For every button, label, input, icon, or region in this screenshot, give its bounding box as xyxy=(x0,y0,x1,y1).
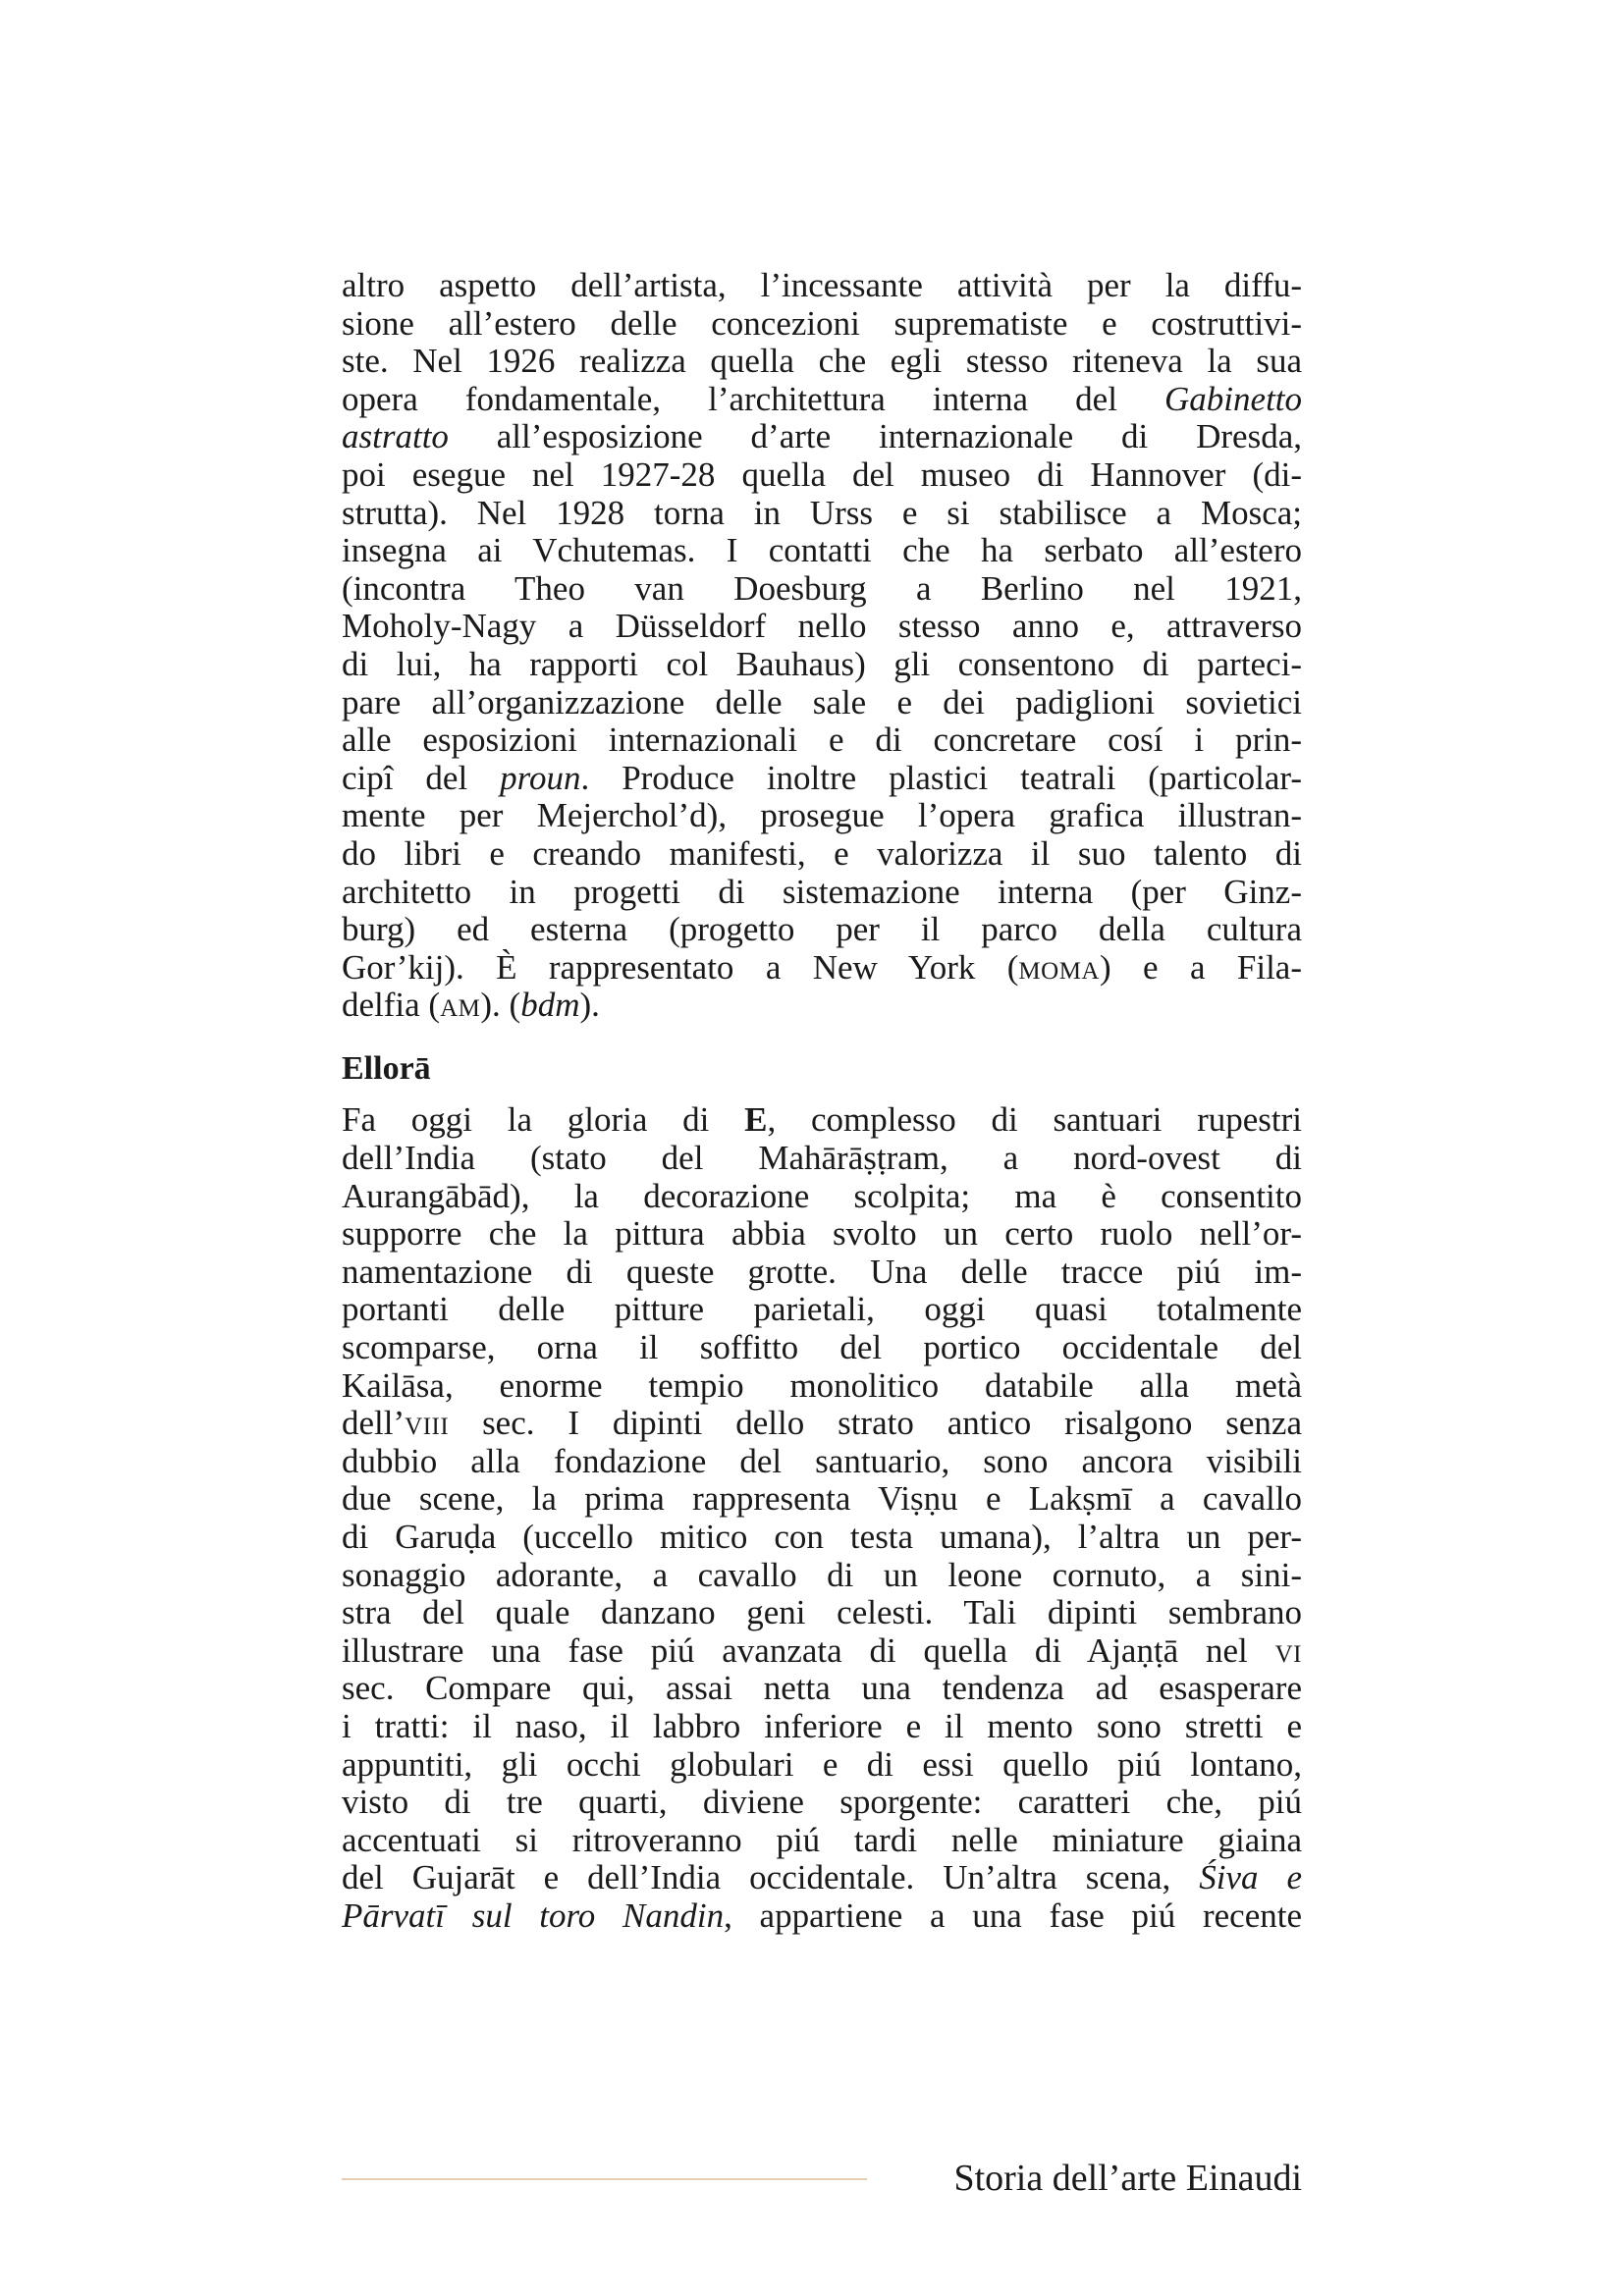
text-line: sione all’estero delle concezioni suprematiste e costruttivi- xyxy=(342,303,1302,343)
text-line: stra del quale danzano geni celesti. Tali dipinti sembrano xyxy=(342,1593,1302,1632)
century-numeral: vi xyxy=(1274,1630,1302,1670)
entry-abbrev: E xyxy=(744,1100,768,1140)
text-line: pare all’organizzazione delle sale e dei padiglioni sovietici xyxy=(342,682,1302,721)
text-line: delfia (am). (bdm). xyxy=(342,986,600,1025)
text-line: insegna ai Vchutemas. I contatti che ha serbato all’estero xyxy=(342,531,1302,570)
text-line: i tratti: il naso, il labbro inferiore e il mento sono stretti e xyxy=(342,1706,1302,1745)
text-line: appuntiti, gli occhi globulari e di essi quello piú lontano, xyxy=(342,1744,1302,1784)
text-line: scomparse, orna il soffitto del portico occidentale del xyxy=(342,1328,1302,1367)
text-line: Gor’kij). È rappresentato a New York (moma) e a Fila- xyxy=(342,947,1302,987)
text-line: do libri e creando manifesti, e valorizza il suo talento di xyxy=(342,833,1302,873)
italic-title: astratto xyxy=(342,417,449,456)
text-line: Pārvatī sul toro Nandin, appartiene a una fase piú recente xyxy=(342,1896,1302,1935)
text-line: di Garuḍa (uccello mitico con testa umana), l’altra un per- xyxy=(342,1518,1302,1556)
entry-heading: Ellorā xyxy=(342,1049,431,1087)
footer-title: Storia dell’arte Einaudi xyxy=(953,2158,1302,2199)
text-line: Aurangābād), la decorazione scolpita; ma è consentito xyxy=(342,1176,1302,1215)
paragraph-continued xyxy=(342,267,1302,1025)
italic-title: Gabinetto xyxy=(1164,379,1303,418)
entry-body xyxy=(342,1101,1302,1935)
text-line: astratto all’esposizione d’arte internazionale di Dresda, xyxy=(342,417,1302,456)
text-line: Moholy-Nagy a Düsseldorf nello stesso anno e, attraverso xyxy=(342,607,1302,646)
italic-title: Śiva e xyxy=(1199,1858,1303,1897)
text-line: supporre che la pittura abbia svolto un certo ruolo nell’or- xyxy=(342,1214,1302,1254)
text-line: del Gujarāt e dell’India occidentale. Un’altra scena, Śiva e xyxy=(342,1858,1303,1897)
text-line: illustrare una fase piú avanzata di quella di Ajaṇṭā nel vi xyxy=(342,1630,1302,1670)
italic-term: proun xyxy=(500,758,581,797)
text-line: opera fondamentale, l’architettura interna del Gabinetto xyxy=(342,379,1303,418)
text-line: poi esegue nel 1927-28 quella del museo di Hannover (di- xyxy=(342,454,1302,494)
text-line: dell’viii sec. I dipinti dello strato antico risalgono senza xyxy=(342,1404,1303,1443)
text-line: architetto in progetti di sistemazione interna (per Ginz- xyxy=(342,872,1302,911)
text-line: ste. Nel 1926 realizza quella che egli stesso riteneva la sua xyxy=(342,342,1302,381)
text-line: Fa oggi la gloria di E, complesso di santuari rupestri xyxy=(342,1100,1302,1140)
text-line: due scene, la prima rappresenta Viṣṇu e Lakṣmī a cavallo xyxy=(342,1479,1302,1519)
text-line: visto di tre quarti, diviene sporgente: caratteri che, piú xyxy=(342,1783,1302,1822)
text-line: mente per Mejerchol’d), prosegue l’opera grafica illustran- xyxy=(342,796,1302,835)
text-line: dubbio alla fondazione del santuario, sono ancora visibili xyxy=(342,1441,1302,1480)
author-initials: bdm xyxy=(520,986,580,1025)
text-line: burg) ed esterna (progetto per il parco della cultura xyxy=(342,910,1302,949)
text-line: (incontra Theo van Doesburg a Berlino nel 1921, xyxy=(342,568,1302,608)
text-line: accentuati si ritroveranno piú tardi nelle miniature giaina xyxy=(342,1820,1302,1859)
text-line: sonaggio adorante, a cavallo di un leone cornuto, a sini- xyxy=(342,1555,1302,1594)
museum-abbrev: am xyxy=(440,986,481,1025)
text-line: sec. Compare qui, assai netta una tendenza ad esasperare xyxy=(342,1669,1302,1708)
text-line: cipî del proun. Produce inoltre plastici teatrali (particolar- xyxy=(342,758,1302,797)
footer-rule xyxy=(342,2178,867,2180)
text-line: strutta). Nel 1928 torna in Urss e si stabilisce a Mosca; xyxy=(342,493,1302,532)
page-body xyxy=(342,267,1302,1936)
text-line: alle esposizioni internazionali e di concretare cosí i prin- xyxy=(342,721,1302,760)
text-line: di lui, ha rapporti col Bauhaus) gli consentono di parteci- xyxy=(342,644,1302,683)
text-line: Kailāsa, enorme tempio monolitico databile alla metà xyxy=(342,1365,1302,1405)
text-line: portanti delle pitture parietali, oggi quasi totalmente xyxy=(342,1290,1302,1329)
text-line: namentazione di queste grotte. Una delle tracce piú im- xyxy=(342,1252,1302,1291)
text-line: dell’India (stato del Mahārāṣṭram, a nord-ovest di xyxy=(342,1139,1302,1178)
museum-abbrev: moma xyxy=(1018,947,1100,987)
text-line: altro aspetto dell’artista, l’incessante attività per la diffu- xyxy=(342,266,1302,304)
century-numeral: viii xyxy=(405,1404,450,1443)
italic-title: Pārvatī sul toro Nandin xyxy=(342,1896,725,1935)
